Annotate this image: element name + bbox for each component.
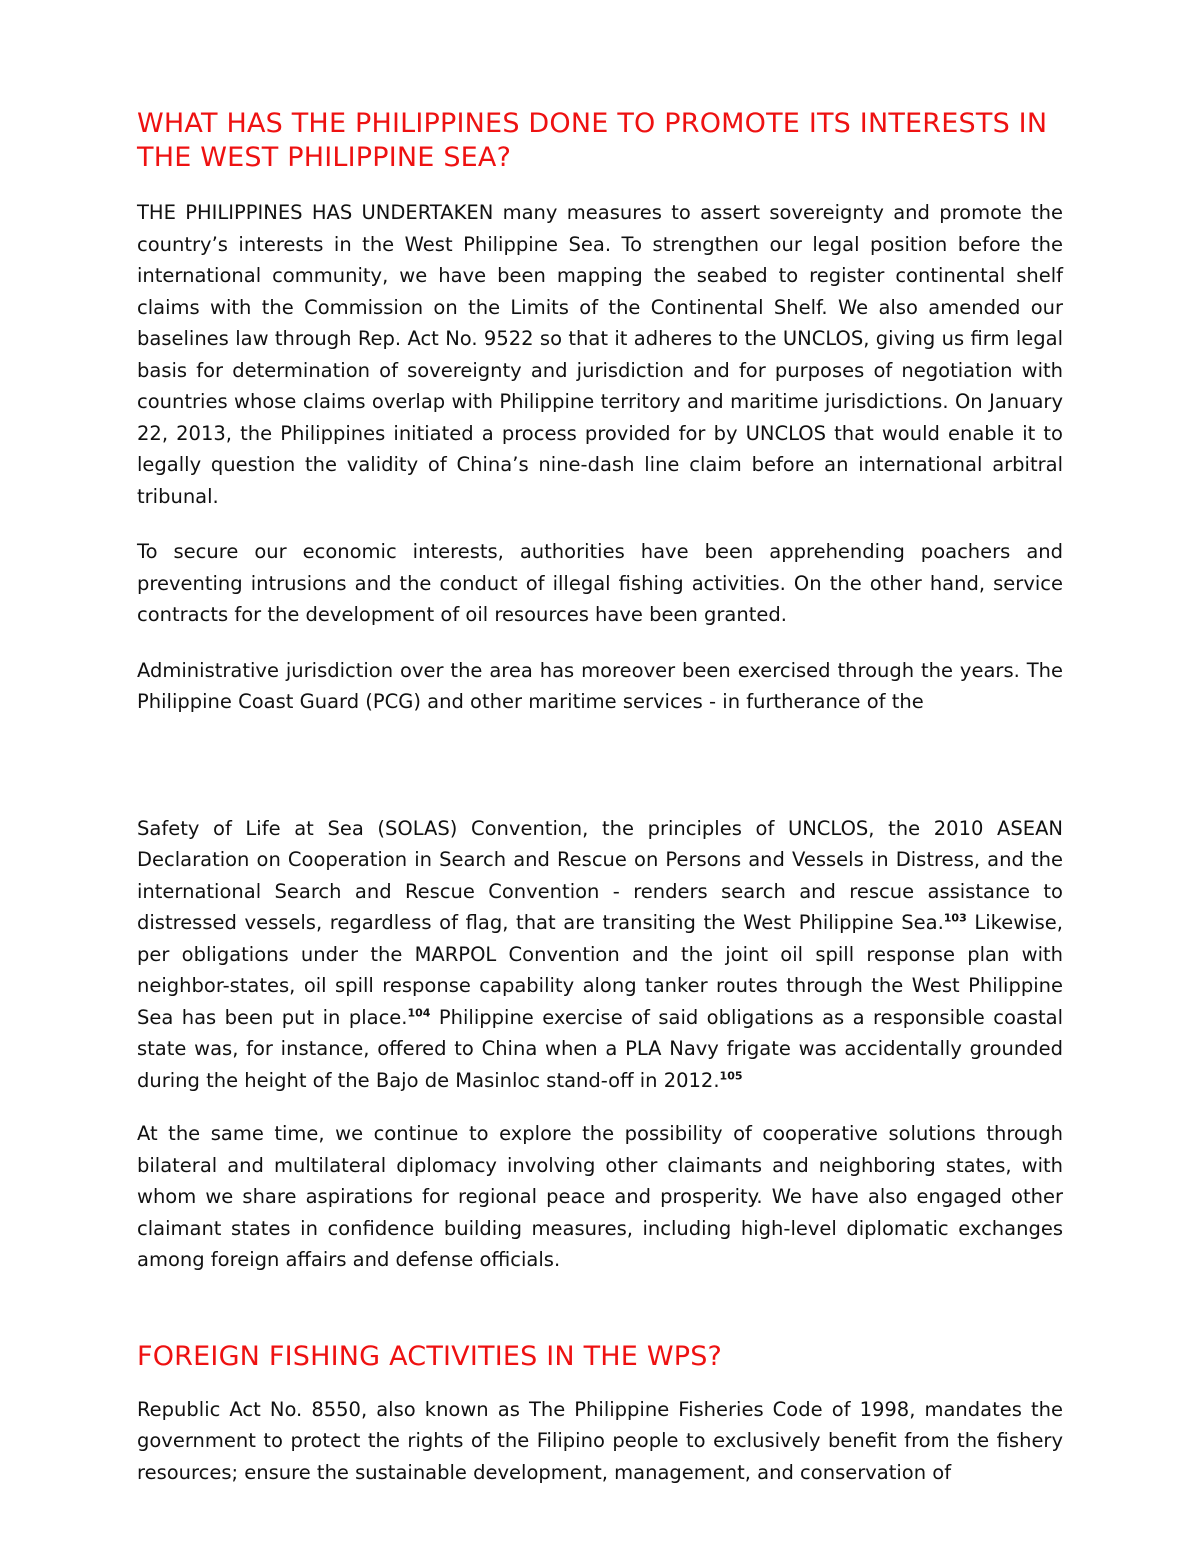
section-heading-foreign-fishing: FOREIGN FISHING ACTIVITIES IN THE WPS? — [137, 1340, 723, 1372]
paragraph-administrative-jurisdiction: Administrative jurisdiction over the area has moreover been exercised through the years. The Philippine Coast Guard (PCG) and other maritime services - in furtherance of the — [137, 658, 1063, 713]
section-heading-promote-interests: WHAT HAS THE PHILIPPINES DONE TO PROMOTE ITS INTERESTS IN THE WEST PHILIPPINE SEA? — [137, 108, 1048, 173]
paragraph-text: Likewise, per obligations under the MARPOL Convention and the joint oil spill response plan with neighbor-states, oil spill response capability along tanker routes through the West Philippine Sea has been put in place. — [137, 911, 1063, 1029]
footnote-marker: 105 — [719, 1069, 743, 1082]
document-page — [137, 100, 1063, 1488]
paragraph-cooperative-solutions: At the same time, we continue to explore the possibility of cooperative solutions through bilateral and multilateral diplomacy involving other claimants and neighboring states, with whom we share aspirations for regional peace and prosperity. We have also engaged other claimant states in confidence building measures, including high-level diplomatic exchanges among foreign affairs and defense officials. — [137, 1122, 1063, 1271]
paragraph-fisheries-code: Republic Act No. 8550, also known as The Philippine Fisheries Code of 1998, mandates the government to protect the rights of the Filipino people to exclusively benefit from the fishery resources; ensure the sustainable development, management, and conservation of — [137, 1397, 1063, 1484]
paragraph-text: Safety of Life at Sea (SOLAS) Convention, the principles of UNCLOS, the 2010 ASEAN Declaration on Cooperation in Search and Rescue on Persons and Vessels in Distress, and the international Search and Rescue Convention - renders search and rescue assistance to distressed vessels, regardless of flag, that are transiting the West Philippine Sea. — [137, 816, 1063, 934]
paragraph-measures: THE PHILIPPINES HAS UNDERTAKEN many measures to assert sovereignty and promote the country’s interests in the West Philippine Sea. To strengthen our legal position before the international community, we have been mapping the seabed to register continental shelf claims with the Commission on the Limits of the Continental Shelf. We also amended our baselines law through Rep. Act No. 9522 so that it adheres to the UNCLOS, giving us firm legal basis for determination of sovereignty and jurisdiction and for purposes of negotiation with countries whose claims overlap with Philippine territory and maritime jurisdictions. On January 22, 2013, the Philippines initiated a process provided for by UNCLOS that would enable it to legally question the validity of China’s nine-dash line claim before an international arbitral tribunal. — [137, 201, 1063, 508]
paragraph-solas-convention — [137, 813, 1063, 1097]
footnote-marker: 104 — [407, 1006, 431, 1019]
paragraph-text: Philippine exercise of said obligations as a responsible coastal state was, for instance, offered to China when a PLA Navy frigate was accidentally grounded during the height of the Bajo de Masinloc stand-off in 2012. — [137, 1005, 1063, 1092]
paragraph-economic-interests: To secure our economic interests, authorities have been apprehending poachers and preventing intrusions and the conduct of illegal fishing activities. On the other hand, service contracts for the development of oil resources have been granted. — [137, 540, 1063, 626]
footnote-marker: 103 — [943, 911, 967, 925]
